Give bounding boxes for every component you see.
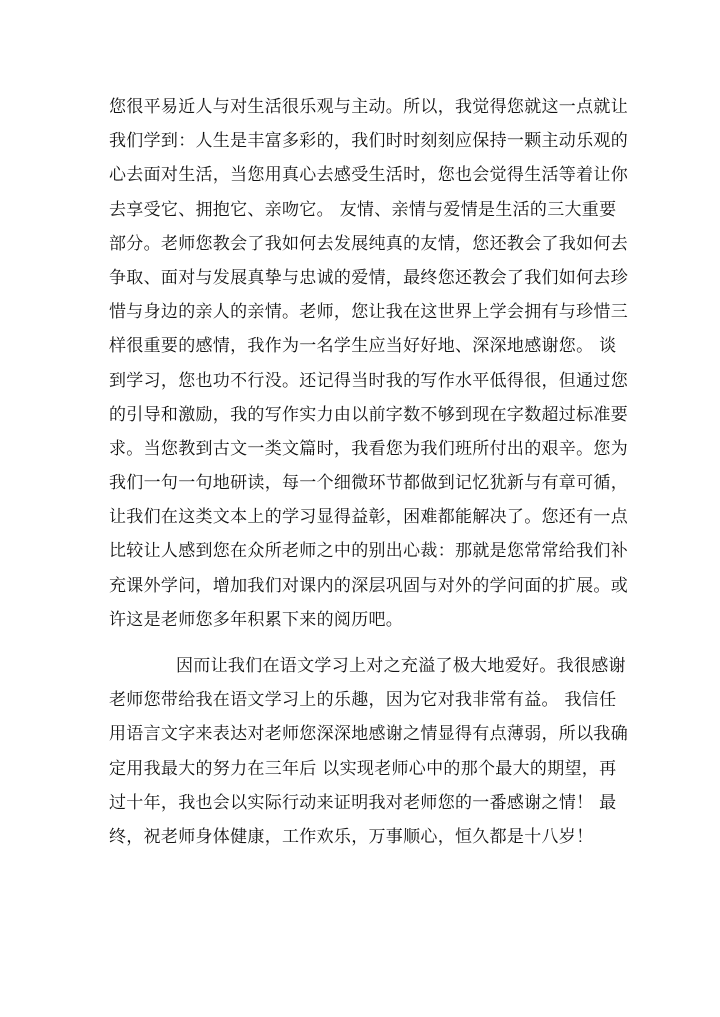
- text-line: 样很重要的感情，我作为一名学生应当好好地、深深地感谢您。 谈: [109, 336, 617, 357]
- text-line: 用语言文字来表达对老师您深深地感谢之情显得有点薄弱，所以我确: [109, 724, 628, 745]
- text-line: 过十年，我也会以实际行动来证明我对老师您的一番感谢之情！ 最: [109, 792, 617, 813]
- text-line: 到学习，您也功不行没。还记得当时我的写作水平低得很，但通过您: [109, 370, 628, 391]
- text-line: 求。当您教到古文一类文篇时，我看您为我们班所付出的艰辛。您为: [109, 438, 628, 459]
- text-line: 去享受它、拥抱它、亲吻它。 友情、亲情与爱情是生活的三大重要: [109, 199, 617, 220]
- text-line: 充课外学问，增加我们对课内的深层巩固与对外的学问面的扩展。或: [109, 575, 628, 596]
- text-line: 我们学到：人生是丰富多彩的，我们时时刻刻应保持一颗主动乐观的: [109, 131, 628, 152]
- paragraph-1: [109, 90, 629, 637]
- text-line: 部分。老师您教会了我如何去发展纯真的友情，您还教会了我如何去: [109, 233, 628, 254]
- text-line: 惜与身边的亲人的亲情。老师，您让我在这世界上学会拥有与珍惜三: [109, 302, 628, 323]
- text-line: 许这是老师您多年积累下来的阅历吧。: [109, 609, 404, 630]
- text-line: 定用我最大的努力在三年后 以实现老师心中的那个最大的期望，再: [109, 758, 617, 779]
- text-line: 让我们在这类文本上的学习显得益彰，困难都能解决了。您还有一点: [109, 507, 628, 528]
- paragraph-spacer: [109, 637, 629, 649]
- text-line: 心去面对生活，当您用真心去感受生活时，您也会觉得生活等着让你: [109, 165, 628, 186]
- text-line: 终，祝老师身体健康，工作欢乐，万事顺心，恒久都是十八岁！: [109, 826, 594, 847]
- text-line: 争取、面对与发展真挚与忠诚的爱情，最终您还教会了我们如何去珍: [109, 267, 628, 288]
- paragraph-2: [109, 649, 629, 854]
- text-line: 我们一句一句地研读，每一个细微环节都做到记忆犹新与有章可循，: [109, 473, 628, 494]
- text-line: 您很平易近人与对生活很乐观与主动。所以，我觉得您就这一点就让: [109, 97, 628, 117]
- text-line-indented: 因而让我们在语文学习上对之充溢了极大地爱好。我很感谢: [176, 656, 626, 676]
- text-line: 的引导和激励，我的写作实力由以前字数不够到现在字数超过标准要: [109, 404, 628, 425]
- text-line: 老师您带给我在语文学习上的乐趣，因为它对我非常有益。 我信任: [109, 690, 617, 711]
- document-body: [109, 90, 629, 854]
- text-line: 比较让人感到您在众所老师之中的别出心裁：那就是您常常给我们补: [109, 541, 628, 562]
